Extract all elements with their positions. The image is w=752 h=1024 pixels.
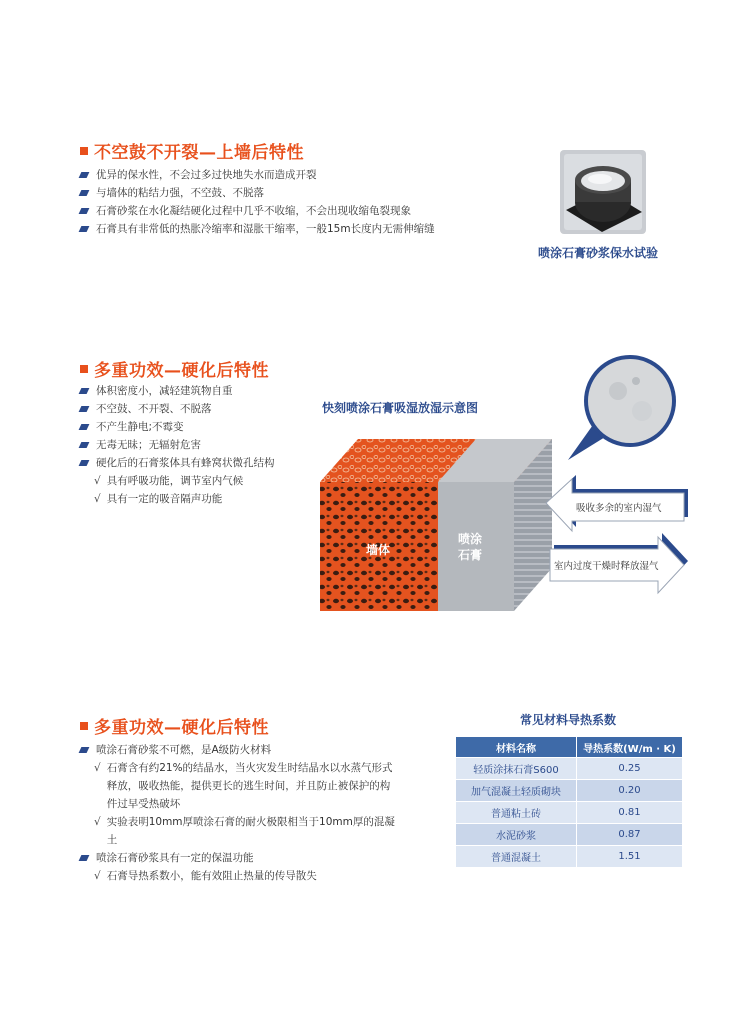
- list-item: 石膏砂浆在水化凝结硬化过程中几乎不收缩，不会出现收缩龟裂现象: [78, 202, 435, 220]
- table-row: 加气混凝土轻质砌块 0.20: [456, 780, 683, 802]
- list-item: 不产生静电;不霉变: [78, 418, 275, 436]
- section2-heading: [80, 356, 269, 381]
- table-row: 普通混凝土 1.51: [456, 846, 683, 868]
- section1-list: [78, 166, 435, 238]
- bullet-icon: [79, 190, 90, 196]
- wall-label: 墙体: [366, 543, 391, 557]
- plaster-layer: [438, 482, 514, 611]
- bullet-icon: [79, 226, 90, 232]
- list-item: 体积密度小，减轻建筑物自重: [78, 382, 275, 400]
- diagram-title: 快刻喷涂石膏吸湿放湿示意图: [322, 401, 479, 415]
- column-header-material: 材料名称: [456, 737, 577, 758]
- bullet-icon: [79, 208, 90, 214]
- table-title: 常见材料导热系数: [520, 713, 617, 727]
- bullet-icon: [79, 442, 90, 448]
- heading-square-icon: [80, 147, 88, 155]
- section3-list: [78, 741, 398, 885]
- list-item: 与墙体的粘结力强，不空鼓、不脱落: [78, 184, 435, 202]
- list-item: 喷涂石膏砂浆不可燃，是A级防火材料: [78, 741, 398, 759]
- bullet-icon: [79, 460, 90, 466]
- water-retention-test-photo: [560, 150, 646, 234]
- thermal-conductivity-table: [455, 736, 683, 868]
- bullet-icon: [79, 406, 90, 412]
- check-icon: √: [94, 475, 101, 487]
- list-item: 石膏具有非常低的热胀冷缩率和湿胀干缩率，一般15m长度内无需伸缩缝: [78, 220, 435, 238]
- table-header-row: [456, 737, 683, 758]
- sub-list-item: √ 石膏含有约21%的结晶水，当火灾发生时结晶水以水蒸气形式释放，吸收热能，提供更长的逃生时间，并且防止被保护的构件过早受热破坏: [78, 759, 398, 813]
- check-icon: √: [94, 816, 101, 828]
- check-icon: √: [94, 870, 101, 882]
- plaster-label-1: 喷涂: [458, 532, 483, 546]
- table-row: 普通粘土砖 0.81: [456, 802, 683, 824]
- section3-heading: [80, 713, 269, 738]
- check-icon: √: [94, 762, 101, 774]
- bullet-icon: [79, 388, 90, 394]
- bullet-icon: [79, 424, 90, 430]
- list-item: 无毒无昧；无辐射危害: [78, 436, 275, 454]
- plaster-label-2: 石膏: [458, 548, 483, 562]
- section2-list: [78, 382, 275, 508]
- list-item: 不空鼓、不开裂、不脱落: [78, 400, 275, 418]
- photo-caption: 喷涂石膏砂浆保水试验: [538, 246, 659, 260]
- sub-list-item: √ 实验表明10mm厚喷涂石膏的耐火极限相当于10mm厚的混凝土: [78, 813, 398, 849]
- list-item: 优异的保水性，不会过多过快地失水而造成开裂: [78, 166, 435, 184]
- section1-heading: [80, 138, 304, 163]
- section2-title: 多重功效—硬化后特性: [94, 361, 269, 381]
- check-icon: √: [94, 493, 101, 505]
- sub-list-item: √ 具有一定的吸音隔声功能: [78, 490, 275, 508]
- heading-square-icon: [80, 722, 88, 730]
- table-row: 水泥砂浆 0.87: [456, 824, 683, 846]
- bullet-icon: [79, 747, 90, 753]
- column-header-conductivity: 导热系数(W/m · K): [577, 737, 683, 758]
- bullet-icon: [79, 172, 90, 178]
- section3-title: 多重功效—硬化后特性: [94, 718, 269, 738]
- sub-list-item: √ 石膏导热系数小，能有效阻止热量的传导散失: [78, 867, 398, 885]
- section1-title: 不空鼓不开裂—上墙后特性: [94, 143, 304, 163]
- list-item: 喷涂石膏砂浆具有一定的保温功能: [78, 849, 398, 867]
- release-label: 室内过度干燥时释放湿气: [554, 561, 659, 572]
- release-arrow: [550, 533, 688, 593]
- sub-list-item: √ 具有呼吸功能，调节室内气候: [78, 472, 275, 490]
- heading-square-icon: [80, 365, 88, 373]
- absorb-label: 吸收多余的室内湿气: [576, 503, 662, 514]
- table-row: 轻质涂抹石膏S600 0.25: [456, 758, 683, 780]
- list-item: 硬化后的石膏浆体具有蜂窝状微孔结构: [78, 454, 275, 472]
- absorb-arrow: [546, 475, 688, 531]
- moisture-diagram: [318, 345, 690, 617]
- bullet-icon: [79, 855, 90, 861]
